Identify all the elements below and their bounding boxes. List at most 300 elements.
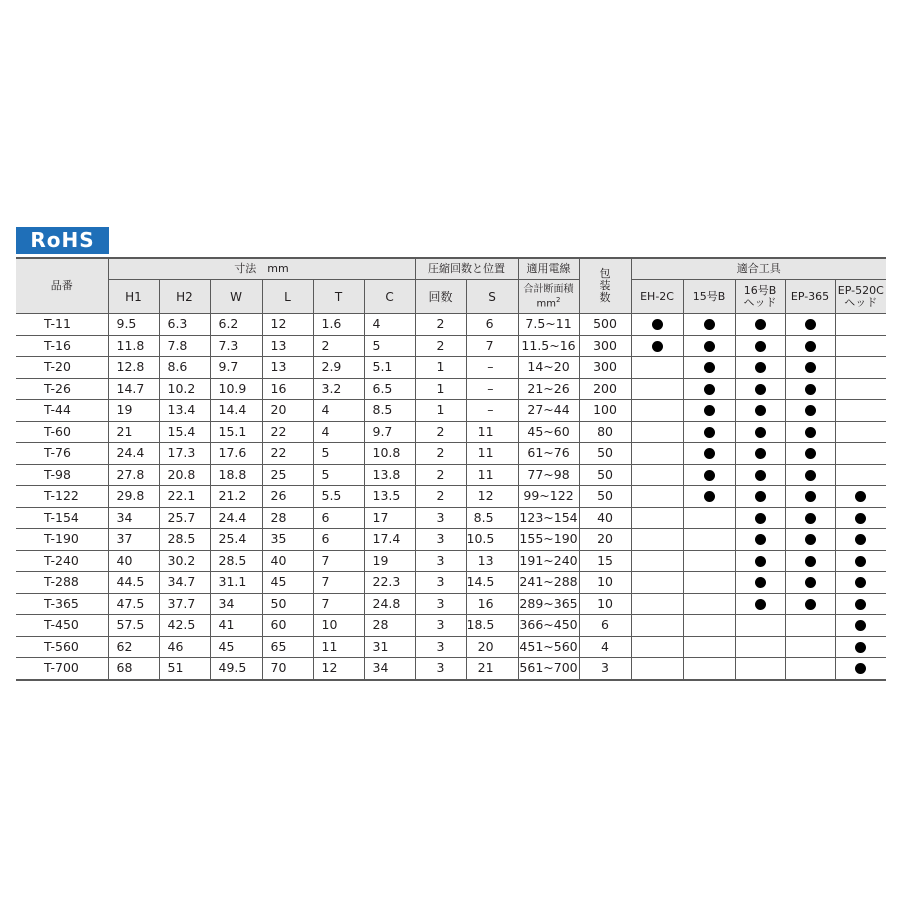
crimp-count-cell: 3 bbox=[415, 550, 466, 572]
l-cell: 22 bbox=[262, 443, 313, 465]
part-number-cell: T-240 bbox=[16, 550, 108, 572]
t-cell: 6 bbox=[313, 529, 364, 551]
s-cell: 10.5 bbox=[466, 529, 518, 551]
s-cell: 11 bbox=[466, 464, 518, 486]
compatible-dot-icon bbox=[805, 362, 816, 373]
tool-compat-cell bbox=[735, 400, 785, 422]
part-number-cell: T-700 bbox=[16, 658, 108, 680]
tool-compat-cell bbox=[785, 507, 835, 529]
tool-compat-cell bbox=[785, 550, 835, 572]
crimp-count-cell: 3 bbox=[415, 572, 466, 594]
tool-compat-cell bbox=[683, 572, 735, 594]
t-cell: 2 bbox=[313, 335, 364, 357]
tool-compat-cell bbox=[785, 378, 835, 400]
compatible-dot-icon bbox=[855, 663, 866, 674]
c-cell: 31 bbox=[364, 636, 415, 658]
compatible-dot-icon bbox=[855, 620, 866, 631]
c-cell: 5.1 bbox=[364, 357, 415, 379]
l-cell: 13 bbox=[262, 335, 313, 357]
w-cell: 45 bbox=[210, 636, 262, 658]
part-number-cell: T-560 bbox=[16, 636, 108, 658]
tool-compat-cell bbox=[683, 615, 735, 637]
w-cell: 10.9 bbox=[210, 378, 262, 400]
c-cell: 17 bbox=[364, 507, 415, 529]
pack-cell: 3 bbox=[579, 658, 631, 680]
header-tool-15b: 15号B bbox=[683, 280, 735, 314]
h1-cell: 11.8 bbox=[108, 335, 159, 357]
h1-cell: 57.5 bbox=[108, 615, 159, 637]
tool-compat-cell bbox=[735, 636, 785, 658]
h1-cell: 44.5 bbox=[108, 572, 159, 594]
compatible-dot-icon bbox=[805, 577, 816, 588]
tool-compat-cell bbox=[835, 357, 886, 379]
compatible-dot-icon bbox=[704, 405, 715, 416]
tool-compat-cell bbox=[631, 443, 683, 465]
compatible-dot-icon bbox=[755, 577, 766, 588]
header-s: S bbox=[466, 280, 518, 314]
tool-compat-cell bbox=[835, 636, 886, 658]
part-number-cell: T-154 bbox=[16, 507, 108, 529]
pack-cell: 80 bbox=[579, 421, 631, 443]
pack-cell: 100 bbox=[579, 400, 631, 422]
table-row bbox=[16, 507, 886, 529]
l-cell: 12 bbox=[262, 314, 313, 336]
table-row bbox=[16, 658, 886, 680]
part-number-cell: T-44 bbox=[16, 400, 108, 422]
compatible-dot-icon bbox=[755, 556, 766, 567]
t-cell: 7 bbox=[313, 550, 364, 572]
header-c: C bbox=[364, 280, 415, 314]
l-cell: 65 bbox=[262, 636, 313, 658]
tool-compat-cell bbox=[835, 421, 886, 443]
crimp-count-cell: 2 bbox=[415, 443, 466, 465]
pack-cell: 15 bbox=[579, 550, 631, 572]
crimp-count-cell: 2 bbox=[415, 335, 466, 357]
part-number-cell: T-11 bbox=[16, 314, 108, 336]
h1-cell: 27.8 bbox=[108, 464, 159, 486]
l-cell: 35 bbox=[262, 529, 313, 551]
tool-compat-cell bbox=[835, 486, 886, 508]
s-cell: 13 bbox=[466, 550, 518, 572]
c-cell: 34 bbox=[364, 658, 415, 680]
tool-compat-cell bbox=[631, 550, 683, 572]
pack-cell: 300 bbox=[579, 357, 631, 379]
header-wire: 適用電線 bbox=[518, 258, 579, 280]
tool-compat-cell bbox=[683, 335, 735, 357]
header-tool-eh2c: EH-2C bbox=[631, 280, 683, 314]
h2-cell: 37.7 bbox=[159, 593, 210, 615]
table-row bbox=[16, 550, 886, 572]
compatible-dot-icon bbox=[805, 513, 816, 524]
s-cell: 6 bbox=[466, 314, 518, 336]
tool-compat-cell bbox=[785, 335, 835, 357]
w-cell: 41 bbox=[210, 615, 262, 637]
t-cell: 5 bbox=[313, 464, 364, 486]
area-cell: 77~98 bbox=[518, 464, 579, 486]
table-row bbox=[16, 314, 886, 336]
table-row bbox=[16, 593, 886, 615]
compatible-dot-icon bbox=[704, 362, 715, 373]
crimp-count-cell: 3 bbox=[415, 507, 466, 529]
l-cell: 13 bbox=[262, 357, 313, 379]
compatible-dot-icon bbox=[755, 534, 766, 545]
header-tool-ep520c: EP-520C ヘッド bbox=[835, 280, 886, 314]
tool-compat-cell bbox=[631, 507, 683, 529]
t-cell: 5 bbox=[313, 443, 364, 465]
crimp-count-cell: 3 bbox=[415, 593, 466, 615]
s-cell: 16 bbox=[466, 593, 518, 615]
compatible-dot-icon bbox=[855, 556, 866, 567]
tool-compat-cell bbox=[631, 658, 683, 680]
h2-cell: 30.2 bbox=[159, 550, 210, 572]
s-cell: – bbox=[466, 400, 518, 422]
compatible-dot-icon bbox=[755, 405, 766, 416]
compatible-dot-icon bbox=[805, 556, 816, 567]
tool-compat-cell bbox=[735, 443, 785, 465]
h2-cell: 34.7 bbox=[159, 572, 210, 594]
tool-compat-cell bbox=[735, 658, 785, 680]
part-number-cell: T-288 bbox=[16, 572, 108, 594]
compatible-dot-icon bbox=[755, 384, 766, 395]
tool-compat-cell bbox=[735, 572, 785, 594]
w-cell: 34 bbox=[210, 593, 262, 615]
header-tool-ep365: EP-365 bbox=[785, 280, 835, 314]
h1-cell: 21 bbox=[108, 421, 159, 443]
tool-compat-cell bbox=[631, 572, 683, 594]
c-cell: 9.7 bbox=[364, 421, 415, 443]
l-cell: 20 bbox=[262, 400, 313, 422]
terminal-spec-table bbox=[16, 257, 886, 681]
c-cell: 6.5 bbox=[364, 378, 415, 400]
w-cell: 18.8 bbox=[210, 464, 262, 486]
compatible-dot-icon bbox=[755, 427, 766, 438]
area-cell: 14~20 bbox=[518, 357, 579, 379]
h2-cell: 15.4 bbox=[159, 421, 210, 443]
c-cell: 8.5 bbox=[364, 400, 415, 422]
s-cell: 11 bbox=[466, 443, 518, 465]
compatible-dot-icon bbox=[755, 362, 766, 373]
compatible-dot-icon bbox=[755, 319, 766, 330]
tool-compat-cell bbox=[735, 464, 785, 486]
tool-compat-cell bbox=[631, 357, 683, 379]
area-cell: 155~190 bbox=[518, 529, 579, 551]
tool-compat-cell bbox=[835, 550, 886, 572]
tool-compat-cell bbox=[785, 421, 835, 443]
part-number-cell: T-76 bbox=[16, 443, 108, 465]
header-t: T bbox=[313, 280, 364, 314]
t-cell: 6 bbox=[313, 507, 364, 529]
l-cell: 60 bbox=[262, 615, 313, 637]
header-area: 合計断面積 $mm^2$ bbox=[518, 280, 579, 314]
l-cell: 26 bbox=[262, 486, 313, 508]
part-number-cell: T-365 bbox=[16, 593, 108, 615]
w-cell: 21.2 bbox=[210, 486, 262, 508]
tool-compat-cell bbox=[683, 636, 735, 658]
t-cell: 11 bbox=[313, 636, 364, 658]
w-cell: 6.2 bbox=[210, 314, 262, 336]
h2-cell: 13.4 bbox=[159, 400, 210, 422]
compatible-dot-icon bbox=[805, 599, 816, 610]
tool-compat-cell bbox=[683, 443, 735, 465]
header-count: 回数 bbox=[415, 280, 466, 314]
tool-compat-cell bbox=[683, 507, 735, 529]
crimp-count-cell: 3 bbox=[415, 658, 466, 680]
compatible-dot-icon bbox=[805, 384, 816, 395]
tool-compat-cell bbox=[785, 486, 835, 508]
part-number-cell: T-190 bbox=[16, 529, 108, 551]
compatible-dot-icon bbox=[805, 448, 816, 459]
compatible-dot-icon bbox=[755, 448, 766, 459]
t-cell: 5.5 bbox=[313, 486, 364, 508]
header-pack: 包 装 数 bbox=[579, 258, 631, 314]
table-row bbox=[16, 636, 886, 658]
tool-compat-cell bbox=[631, 593, 683, 615]
table-row bbox=[16, 572, 886, 594]
c-cell: 13.8 bbox=[364, 464, 415, 486]
tool-compat-cell bbox=[683, 421, 735, 443]
tool-compat-cell bbox=[785, 443, 835, 465]
tool-compat-cell bbox=[735, 593, 785, 615]
tool-compat-cell bbox=[785, 314, 835, 336]
compatible-dot-icon bbox=[652, 341, 663, 352]
h2-cell: 46 bbox=[159, 636, 210, 658]
crimp-count-cell: 2 bbox=[415, 421, 466, 443]
h2-cell: 51 bbox=[159, 658, 210, 680]
t-cell: 7 bbox=[313, 593, 364, 615]
tool-compat-cell bbox=[631, 314, 683, 336]
compatible-dot-icon bbox=[855, 577, 866, 588]
t-cell: 4 bbox=[313, 421, 364, 443]
w-cell: 15.1 bbox=[210, 421, 262, 443]
tool-compat-cell bbox=[735, 357, 785, 379]
tool-compat-cell bbox=[631, 636, 683, 658]
compatible-dot-icon bbox=[805, 534, 816, 545]
tool-compat-cell bbox=[835, 443, 886, 465]
compatible-dot-icon bbox=[805, 491, 816, 502]
tool-compat-cell bbox=[631, 464, 683, 486]
w-cell: 25.4 bbox=[210, 529, 262, 551]
tool-compat-cell bbox=[835, 314, 886, 336]
h1-cell: 19 bbox=[108, 400, 159, 422]
pack-cell: 10 bbox=[579, 593, 631, 615]
h2-cell: 10.2 bbox=[159, 378, 210, 400]
area-cell: 241~288 bbox=[518, 572, 579, 594]
tool-compat-cell bbox=[835, 529, 886, 551]
tool-compat-cell bbox=[835, 507, 886, 529]
t-cell: 4 bbox=[313, 400, 364, 422]
area-cell: 123~154 bbox=[518, 507, 579, 529]
compatible-dot-icon bbox=[805, 319, 816, 330]
tool-compat-cell bbox=[735, 615, 785, 637]
tool-compat-cell bbox=[683, 486, 735, 508]
tool-compat-cell bbox=[835, 572, 886, 594]
w-cell: 49.5 bbox=[210, 658, 262, 680]
h2-cell: 22.1 bbox=[159, 486, 210, 508]
area-cell: 21~26 bbox=[518, 378, 579, 400]
h2-cell: 28.5 bbox=[159, 529, 210, 551]
h2-cell: 20.8 bbox=[159, 464, 210, 486]
t-cell: 3.2 bbox=[313, 378, 364, 400]
crimp-count-cell: 3 bbox=[415, 615, 466, 637]
header-tool-16b: 16号B ヘッド bbox=[735, 280, 785, 314]
s-cell: 20 bbox=[466, 636, 518, 658]
tool-compat-cell bbox=[835, 593, 886, 615]
tool-compat-cell bbox=[835, 335, 886, 357]
crimp-count-cell: 1 bbox=[415, 400, 466, 422]
pack-cell: 50 bbox=[579, 464, 631, 486]
h1-cell: 9.5 bbox=[108, 314, 159, 336]
tool-compat-cell bbox=[735, 507, 785, 529]
h2-cell: 8.6 bbox=[159, 357, 210, 379]
c-cell: 22.3 bbox=[364, 572, 415, 594]
header-tools: 適合工具 bbox=[631, 258, 886, 280]
table-row bbox=[16, 615, 886, 637]
tool-compat-cell bbox=[835, 658, 886, 680]
compatible-dot-icon bbox=[704, 384, 715, 395]
compatible-dot-icon bbox=[652, 319, 663, 330]
table-row bbox=[16, 357, 886, 379]
pack-cell: 40 bbox=[579, 507, 631, 529]
tool-compat-cell bbox=[785, 572, 835, 594]
h1-cell: 24.4 bbox=[108, 443, 159, 465]
tool-compat-cell bbox=[785, 593, 835, 615]
area-cell: 451~560 bbox=[518, 636, 579, 658]
area-cell: 366~450 bbox=[518, 615, 579, 637]
w-cell: 7.3 bbox=[210, 335, 262, 357]
s-cell: – bbox=[466, 378, 518, 400]
header-h1: H1 bbox=[108, 280, 159, 314]
h1-cell: 14.7 bbox=[108, 378, 159, 400]
tool-compat-cell bbox=[735, 314, 785, 336]
area-cell: 7.5~11 bbox=[518, 314, 579, 336]
header-h2: H2 bbox=[159, 280, 210, 314]
part-number-cell: T-98 bbox=[16, 464, 108, 486]
part-number-cell: T-60 bbox=[16, 421, 108, 443]
l-cell: 22 bbox=[262, 421, 313, 443]
c-cell: 4 bbox=[364, 314, 415, 336]
h2-cell: 17.3 bbox=[159, 443, 210, 465]
compatible-dot-icon bbox=[855, 642, 866, 653]
compatible-dot-icon bbox=[755, 491, 766, 502]
t-cell: 10 bbox=[313, 615, 364, 637]
tool-compat-cell bbox=[735, 421, 785, 443]
part-number-cell: T-450 bbox=[16, 615, 108, 637]
t-cell: 12 bbox=[313, 658, 364, 680]
w-cell: 17.6 bbox=[210, 443, 262, 465]
tool-compat-cell bbox=[631, 421, 683, 443]
tool-compat-cell bbox=[683, 658, 735, 680]
t-cell: 7 bbox=[313, 572, 364, 594]
h2-cell: 42.5 bbox=[159, 615, 210, 637]
tool-compat-cell bbox=[735, 529, 785, 551]
l-cell: 16 bbox=[262, 378, 313, 400]
pack-cell: 6 bbox=[579, 615, 631, 637]
pack-cell: 20 bbox=[579, 529, 631, 551]
t-cell: 1.6 bbox=[313, 314, 364, 336]
tool-compat-cell bbox=[735, 378, 785, 400]
tool-compat-cell bbox=[631, 378, 683, 400]
tool-compat-cell bbox=[785, 615, 835, 637]
tool-compat-cell bbox=[683, 400, 735, 422]
t-cell: 2.9 bbox=[313, 357, 364, 379]
w-cell: 28.5 bbox=[210, 550, 262, 572]
c-cell: 24.8 bbox=[364, 593, 415, 615]
l-cell: 40 bbox=[262, 550, 313, 572]
tool-compat-cell bbox=[785, 529, 835, 551]
table-row bbox=[16, 335, 886, 357]
area-cell: 561~700 bbox=[518, 658, 579, 680]
tool-compat-cell bbox=[735, 550, 785, 572]
table-row bbox=[16, 529, 886, 551]
c-cell: 13.5 bbox=[364, 486, 415, 508]
c-cell: 10.8 bbox=[364, 443, 415, 465]
s-cell: – bbox=[466, 357, 518, 379]
crimp-count-cell: 2 bbox=[415, 486, 466, 508]
tool-compat-cell bbox=[735, 335, 785, 357]
tool-compat-cell bbox=[835, 378, 886, 400]
crimp-count-cell: 2 bbox=[415, 464, 466, 486]
crimp-count-cell: 2 bbox=[415, 314, 466, 336]
c-cell: 19 bbox=[364, 550, 415, 572]
l-cell: 45 bbox=[262, 572, 313, 594]
tool-compat-cell bbox=[835, 615, 886, 637]
h2-cell: 6.3 bbox=[159, 314, 210, 336]
crimp-count-cell: 1 bbox=[415, 378, 466, 400]
compatible-dot-icon bbox=[755, 513, 766, 524]
tool-compat-cell bbox=[683, 357, 735, 379]
s-cell: 8.5 bbox=[466, 507, 518, 529]
compatible-dot-icon bbox=[704, 470, 715, 481]
tool-compat-cell bbox=[631, 615, 683, 637]
pack-cell: 300 bbox=[579, 335, 631, 357]
compatible-dot-icon bbox=[855, 599, 866, 610]
compatible-dot-icon bbox=[855, 513, 866, 524]
tool-compat-cell bbox=[631, 486, 683, 508]
header-part-no: 品番 bbox=[16, 258, 108, 314]
l-cell: 28 bbox=[262, 507, 313, 529]
compatible-dot-icon bbox=[805, 405, 816, 416]
compatible-dot-icon bbox=[855, 491, 866, 502]
table-row bbox=[16, 400, 886, 422]
c-cell: 5 bbox=[364, 335, 415, 357]
w-cell: 31.1 bbox=[210, 572, 262, 594]
table-row bbox=[16, 464, 886, 486]
tool-compat-cell bbox=[683, 314, 735, 336]
s-cell: 18.5 bbox=[466, 615, 518, 637]
w-cell: 9.7 bbox=[210, 357, 262, 379]
pack-cell: 500 bbox=[579, 314, 631, 336]
tool-compat-cell bbox=[683, 550, 735, 572]
crimp-count-cell: 1 bbox=[415, 357, 466, 379]
pack-cell: 200 bbox=[579, 378, 631, 400]
tool-compat-cell bbox=[683, 464, 735, 486]
table-row bbox=[16, 486, 886, 508]
tool-compat-cell bbox=[683, 593, 735, 615]
h1-cell: 40 bbox=[108, 550, 159, 572]
part-number-cell: T-122 bbox=[16, 486, 108, 508]
s-cell: 21 bbox=[466, 658, 518, 680]
header-w: W bbox=[210, 280, 262, 314]
tool-compat-cell bbox=[785, 357, 835, 379]
compatible-dot-icon bbox=[755, 599, 766, 610]
part-number-cell: T-26 bbox=[16, 378, 108, 400]
pack-cell: 50 bbox=[579, 486, 631, 508]
compatible-dot-icon bbox=[704, 448, 715, 459]
s-cell: 7 bbox=[466, 335, 518, 357]
header-crimp: 圧縮回数と位置 bbox=[415, 258, 518, 280]
compatible-dot-icon bbox=[855, 534, 866, 545]
h1-cell: 29.8 bbox=[108, 486, 159, 508]
